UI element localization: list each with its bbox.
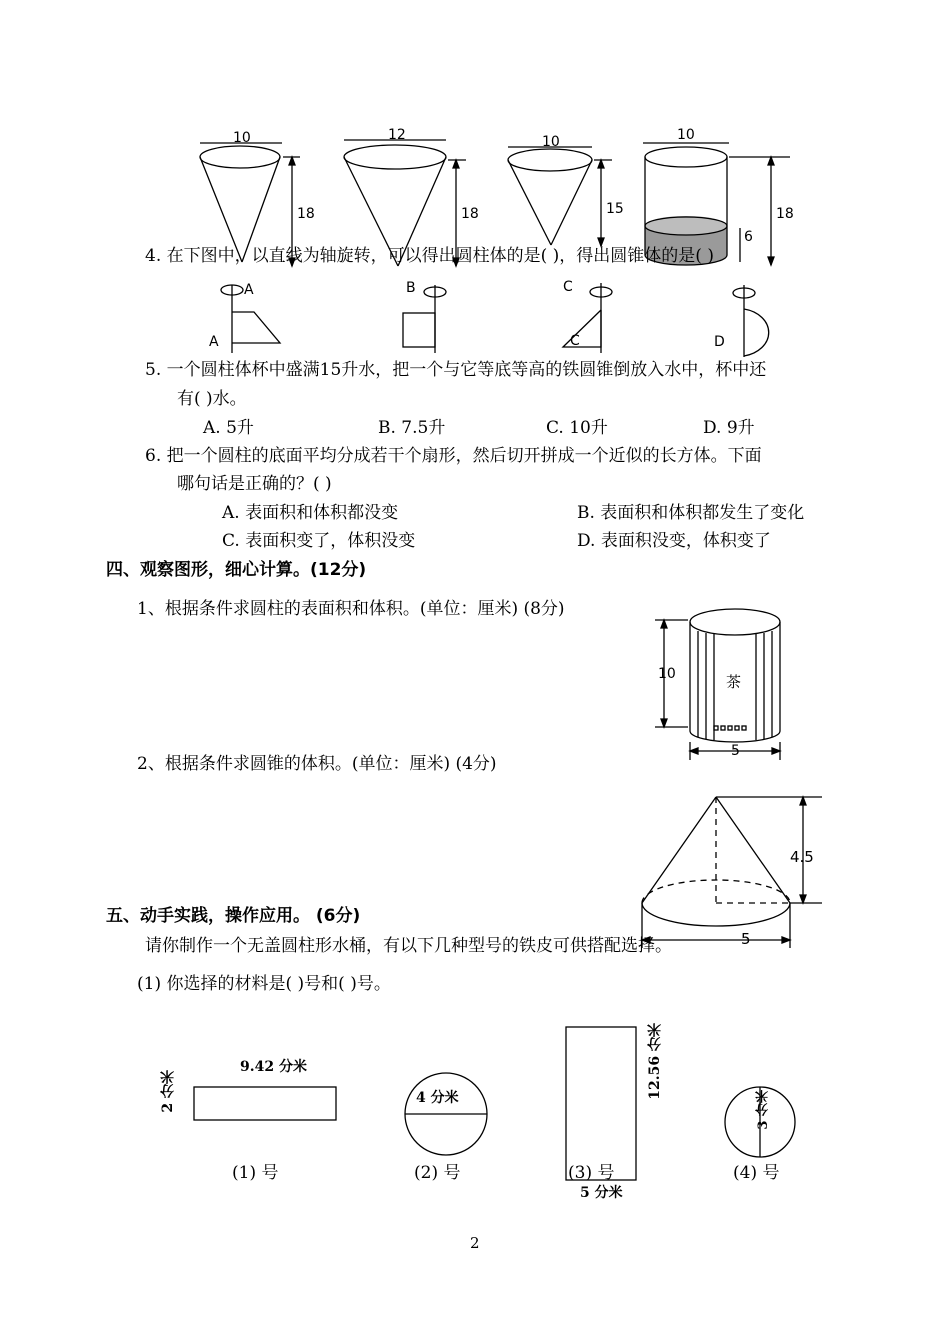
section-5-heading: 五、动手实践，操作应用。 (6分) (106, 906, 361, 926)
section-4-q1: 1、根据条件求圆柱的表面积和体积。(单位：厘米) (8分) (137, 599, 565, 619)
material-1-rect (194, 1087, 336, 1120)
q4-label-a: A (209, 334, 219, 350)
cone-3-figure (508, 147, 612, 246)
section-4-q2: 2、根据条件求圆锥的体积。(单位：厘米) (4分) (137, 754, 497, 774)
material-2-diameter: 4 分米 (416, 1090, 459, 1106)
q4-shape-d (733, 285, 769, 357)
material-2-label: (2) 号 (414, 1163, 461, 1183)
q5-option-d: D. 9升 (703, 418, 755, 438)
q4-label-d: D (714, 334, 725, 350)
cone-height-label: 4.5 (790, 848, 814, 866)
tea-can-figure (655, 609, 780, 760)
page-number: 2 (470, 1234, 480, 1252)
material-3-width: 5 分米 (580, 1185, 623, 1201)
q5-option-c: C. 10升 (546, 418, 608, 438)
cone-2-height: 18 (461, 206, 479, 222)
material-1-width: 2 分米 (160, 1070, 176, 1113)
section-5-q1: (1) 你选择的材料是( )号和( )号。 (137, 974, 391, 994)
cone-3-height: 15 (606, 201, 624, 217)
q5-line-1: 5. 一个圆柱体杯中盛满15升水，把一个与它等底等高的铁圆锥倒放入水中，杯中还 (145, 360, 767, 380)
material-1-length: 9.42 分米 (240, 1059, 307, 1075)
tea-can-height: 10 (658, 666, 676, 682)
cylinder-diameter: 10 (677, 127, 695, 143)
q6-option-b: B. 表面积和体积都发生了变化 (577, 503, 805, 523)
material-4-label: (4) 号 (733, 1163, 780, 1183)
q4-label-a-top: A (244, 282, 254, 298)
section-4-heading: 四、观察图形，细心计算。(12分) (106, 560, 367, 580)
material-3-label: (3) 号 (568, 1163, 615, 1183)
cone-1-diameter: 10 (233, 130, 251, 146)
cylinder-water-height: 6 (744, 229, 753, 245)
q4-text: 4. 在下图中，以直线为轴旋转，可以得出圆柱体的是( )，得出圆锥体的是( ) (145, 246, 714, 266)
q5-line-2: 有( )水。 (177, 389, 247, 409)
tea-can-char: 茶 (726, 673, 742, 691)
material-3-rect (566, 1027, 636, 1183)
cone-3-diameter: 10 (542, 134, 560, 150)
q6-line-1: 6. 把一个圆柱的底面平均分成若干个扇形，然后切开拼成一个近似的长方体。下面 (145, 446, 762, 466)
q4-label-c: C (570, 333, 580, 349)
material-1-label: (1) 号 (232, 1163, 279, 1183)
tea-can-diameter: 5 (731, 743, 740, 759)
material-2-circle (405, 1073, 487, 1155)
section-5-intro: 请你制作一个无盖圆柱形水桶，有以下几种型号的铁皮可供搭配选择。 (145, 936, 672, 956)
q4-label-b: B (406, 280, 416, 296)
cone-2-diameter: 12 (388, 127, 406, 143)
q6-option-d: D. 表面积没变，体积变了 (577, 531, 771, 551)
material-3-length: 12.56 分米 (647, 1023, 663, 1100)
q6-option-a: A. 表面积和体积都没变 (222, 503, 399, 523)
q6-option-c: C. 表面积变了，体积没变 (222, 531, 416, 551)
material-4-diameter: 3 分米 (756, 1090, 771, 1130)
cylinder-height: 18 (776, 206, 794, 222)
q4-label-c-top: C (563, 279, 573, 295)
cone-diameter-label: 5 (741, 930, 751, 948)
cone-volume-figure (642, 797, 822, 948)
q6-line-2: 哪句话是正确的？( ) (177, 474, 332, 494)
cone-1-height: 18 (297, 206, 315, 222)
q5-option-a: A. 5升 (203, 418, 254, 438)
q5-option-b: B. 7.5升 (378, 418, 446, 438)
